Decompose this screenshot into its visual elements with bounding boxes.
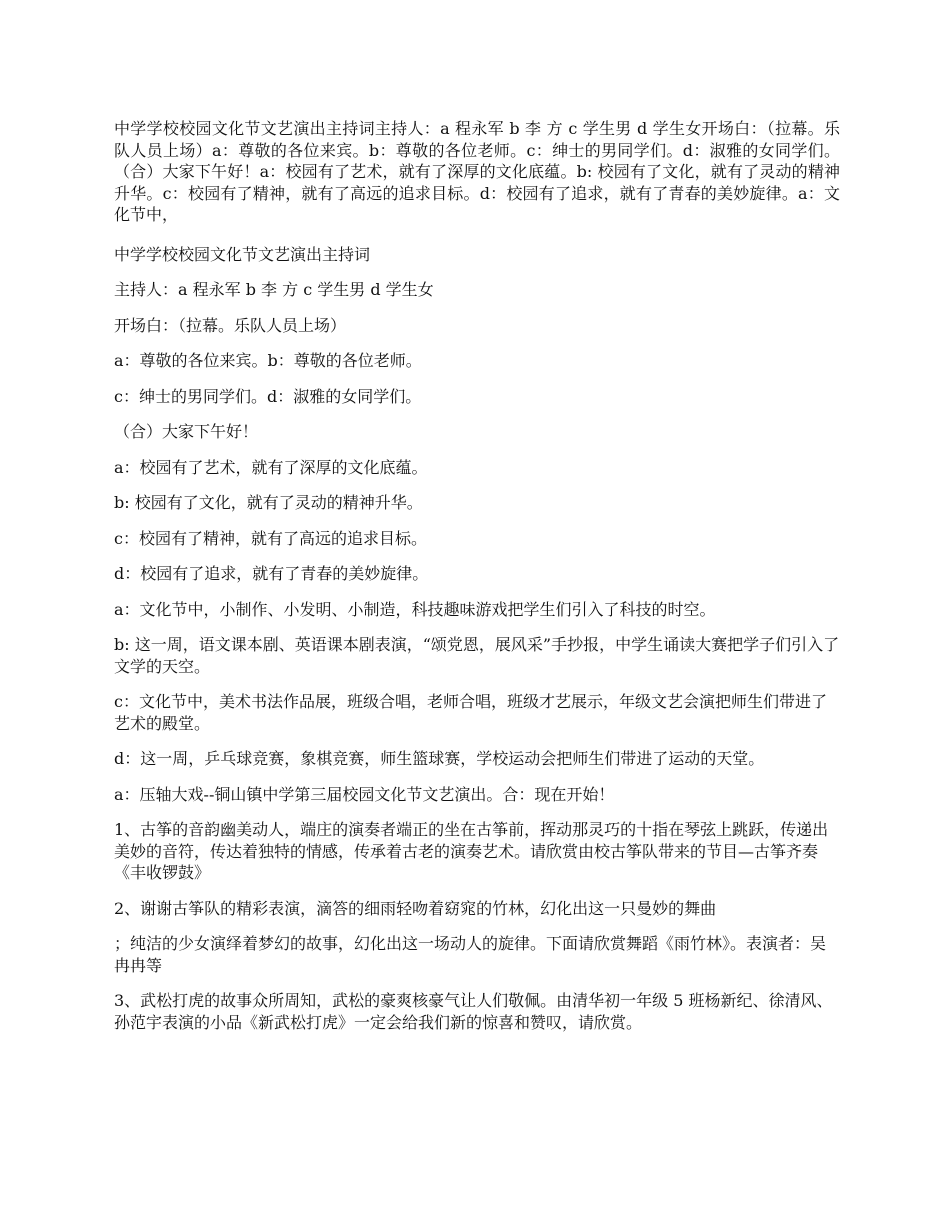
script-line: c：校园有了精神，就有了高远的追求目标。 xyxy=(114,528,427,548)
program-item: 2、谢谢古筝队的精彩表演，滴答的细雨轻吻着窈窕的竹林，幻化出这一只曼妙的舞曲 xyxy=(114,898,717,918)
summary-paragraph: 中学学校校园文化节文艺演出主持词主持人：a 程永军 b 李 方 c 学生男 d 学生女开场白：（拉幕。乐队人员上场）a：尊敬的各位来宾。b：尊敬的各位老师。c：绅士的男同学们。d：淑雅的女同学们。（合）大家下午好！a：校园有了艺术，就有了深厚的文化底蕴。b: 校园有了文化，就有了灵动的精神升华。c：校园有了精神，就有了高远的追求目标。d：校园有了追求，就有了青春的美妙旋律。a：文化节中， xyxy=(114,119,840,224)
program-item: 1、古筝的音韵幽美动人，端庄的演奏者端正的坐在古筝前，挥动那灵巧的十指在琴弦上跳跃，传递出美妙的音符，传达着独特的情感，传承着古老的演奏艺术。请欣赏由校古筝队带来的节目—古筝齐奏《丰收锣鼓》 xyxy=(114,820,829,882)
script-line: a：尊敬的各位来宾。b：尊敬的各位老师。 xyxy=(114,351,422,370)
script-line: d：校园有了追求，就有了青春的美妙旋律。 xyxy=(114,564,429,583)
script-line: c：绅士的男同学们。d：淑雅的女同学们。 xyxy=(114,386,422,406)
script-line: d：这一周，乒乓球竞赛，象棋竞赛，师生篮球赛，学校运动会把师生们带进了运动的天堂。 xyxy=(114,749,765,768)
script-line: （合）大家下午好！ xyxy=(114,422,259,441)
script-line: a：文化节中，小制作、小发明、小制造，科技趣味游戏把学生们引入了科技的时空。 xyxy=(114,599,716,619)
script-line: b: 校园有了文化，就有了灵动的精神升华。 xyxy=(114,493,423,512)
document-page xyxy=(114,118,840,1047)
hosts-line: 主持人：a 程永军 b 李 方 c 学生男 d 学生女 xyxy=(114,280,434,299)
document-title: 中学学校校园文化节文艺演出主持词 xyxy=(114,244,371,264)
script-line: c：文化节中，美术书法作品展，班级合唱，老师合唱，班级才艺展示，年级文艺会演把师生们带进了艺术的殿堂。 xyxy=(114,692,827,733)
script-line: b: 这一周，语文课本剧、英语课本剧表演，“颂党恩，展风采”手抄报，中学生诵读大赛把学子们引入了文学的天空。 xyxy=(114,635,840,676)
script-line: a：压轴大戏--铜山镇中学第三届校园文化节文艺演出。合：现在开始！ xyxy=(114,784,615,804)
program-item: ；纯洁的少女演绎着梦幻的故事，幻化出这一场动人的旋律。下面请欣赏舞蹈《雨竹林》。表演者：吴冉冉等 xyxy=(114,934,827,975)
script-line: a：校园有了艺术，就有了深厚的文化底蕴。 xyxy=(114,457,428,477)
opening-line: 开场白：（拉幕。乐队人员上场） xyxy=(114,315,347,335)
program-item: 3、武松打虎的故事众所周知，武松的豪爽核豪气让人们敬佩。由清华初一年级 5 班杨新纪、徐清风、孙范宇表演的小品《新武松打虎》一定会给我们新的惊喜和赞叹，请欣赏。 xyxy=(114,991,833,1032)
